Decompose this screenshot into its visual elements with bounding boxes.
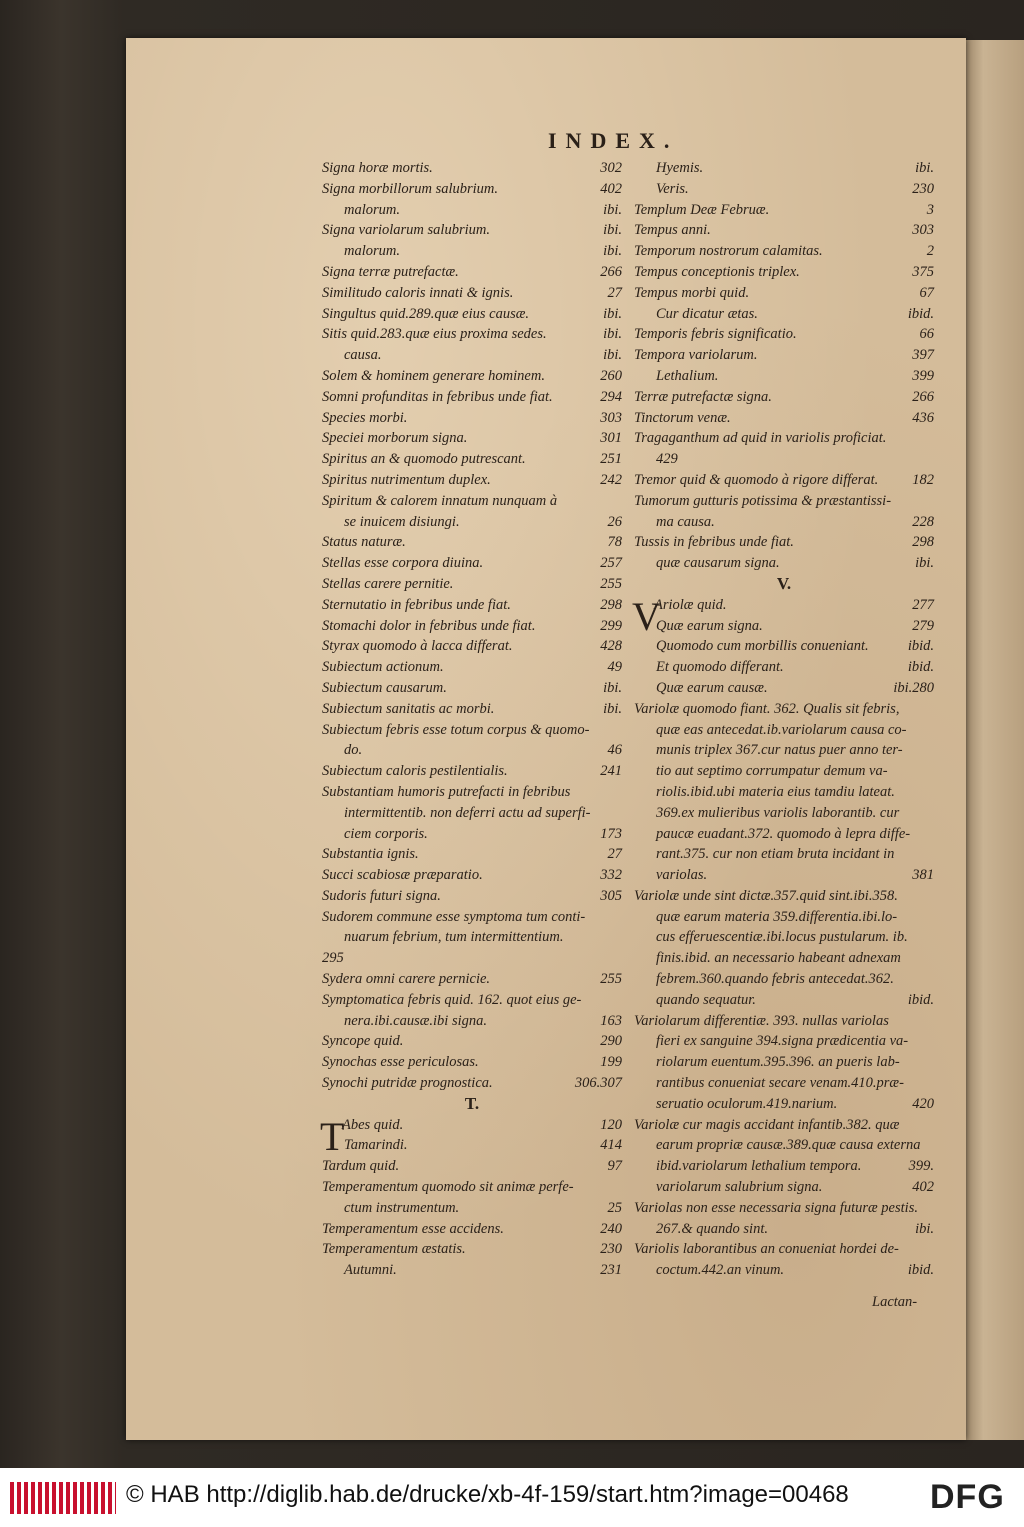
index-entry <box>322 470 622 491</box>
entry-text: Succi scabiosæ præparatio. <box>322 867 483 884</box>
entry-text: Sudorem commune esse symptoma tum conti- <box>322 908 586 925</box>
entry-page-ref: 402 <box>912 1179 934 1196</box>
index-entry <box>322 220 622 241</box>
entry-text: Singultus quid.289.quæ eius causæ. <box>322 305 530 322</box>
entry-text: Variolis laborantibus an conueniat hordei de- <box>634 1241 899 1258</box>
entry-text: Variolarum differentiæ. 393. nullas variolas <box>634 1012 889 1029</box>
index-entry <box>634 1198 934 1219</box>
index-entry <box>634 532 934 553</box>
drop-cap: V <box>632 593 661 639</box>
index-entry <box>322 491 622 512</box>
entry-page-ref: 436 <box>912 409 934 426</box>
index-entry <box>322 179 622 200</box>
index-entry <box>322 948 622 969</box>
entry-text: Temperamentum æstatis. <box>322 1241 466 1258</box>
index-entry <box>634 865 934 886</box>
entry-page-ref: 27 <box>607 284 622 301</box>
entry-page-ref: 255 <box>600 575 622 592</box>
index-entry <box>634 345 934 366</box>
hab-logo-icon <box>10 1482 116 1514</box>
entry-text: Speciei morborum signa. <box>322 430 468 447</box>
entry-text: Signa morbillorum salubrium. <box>322 180 499 197</box>
index-entry <box>634 283 934 304</box>
index-entry <box>634 844 934 865</box>
index-entry <box>322 304 622 325</box>
index-entry <box>322 616 622 637</box>
entry-page-ref: 67 <box>919 284 934 301</box>
index-entry <box>634 1073 934 1094</box>
entry-text: Temporis febris significatio. <box>634 326 797 343</box>
entry-page-ref: ibi. <box>915 1220 934 1237</box>
entry-text: Tinctorum venæ. <box>634 409 731 426</box>
entry-page-ref: 381 <box>912 867 934 884</box>
entry-text: Templum Deæ Februæ. <box>634 201 770 218</box>
entry-text: earum propriæ causæ.389.quæ causa externa <box>656 1137 921 1154</box>
index-entry <box>322 408 622 429</box>
entry-page-ref: 375 <box>912 263 934 280</box>
entry-text: Status naturæ. <box>322 534 406 551</box>
entry-page-ref: 298 <box>600 596 622 613</box>
entry-page-ref: ibid. <box>907 638 934 655</box>
entry-text: variolarum salubrium signa. <box>656 1179 823 1196</box>
index-entry <box>634 948 934 969</box>
entry-page-ref: 279 <box>912 617 934 634</box>
entry-page-ref: ibi. <box>915 160 934 176</box>
entry-page-ref: 78 <box>607 534 622 551</box>
index-entry <box>322 782 622 803</box>
entry-text: Sternutatio in febribus unde fiat. <box>322 596 511 613</box>
index-entry <box>634 990 934 1011</box>
entry-text: Spiritus an & quomodo putrescant. <box>322 451 526 468</box>
entry-text: Temperamentum quomodo sit animæ perfe- <box>322 1179 574 1196</box>
index-entry <box>322 907 622 928</box>
entry-text: Variolas non esse necessaria signa futuræ pestis. <box>634 1199 918 1216</box>
entry-text: Symptomatica febris quid. 162. quot eius ge- <box>322 991 582 1008</box>
entry-page-ref: 428 <box>600 638 622 655</box>
entry-text: cus efferuescentiæ.ibi.locus pustularum. ib. <box>656 929 908 946</box>
entry-page-ref: 303 <box>912 222 934 239</box>
entry-text: ma causa. <box>656 513 715 530</box>
entry-text: Syncope quid. <box>322 1033 404 1050</box>
index-entry <box>322 262 622 283</box>
index-entry <box>322 699 622 720</box>
entry-text: seruatio oculorum.419.narium. <box>656 1095 838 1112</box>
entry-text: Tempus anni. <box>634 222 711 239</box>
entry-page-ref: 266 <box>600 263 622 280</box>
entry-text: malorum. <box>344 243 400 260</box>
index-entry <box>322 678 622 699</box>
entry-text: riolarum euentum.395.396. an pueris lab- <box>656 1054 900 1071</box>
entry-page-ref: 230 <box>600 1241 622 1258</box>
entry-page-ref: 303 <box>600 409 622 426</box>
entry-text: Autumni. <box>344 1262 397 1279</box>
index-column-left <box>322 158 622 1281</box>
entry-page-ref: 298 <box>912 534 934 551</box>
index-entry <box>322 595 622 616</box>
entry-page-ref: ibi. <box>603 679 622 696</box>
adjacent-page-edge <box>966 40 1024 1440</box>
entry-text: Temperamentum esse accidens. <box>322 1220 504 1237</box>
entry-text: quæ causarum signa. <box>656 555 780 572</box>
section-letter: T. <box>464 1093 480 1113</box>
entry-page-ref: 26 <box>607 513 622 530</box>
index-entry <box>634 179 934 200</box>
index-entry <box>322 283 622 304</box>
entry-text: Tamarindi. <box>344 1137 408 1154</box>
index-entry <box>322 1239 622 1260</box>
index-entry <box>634 200 934 221</box>
index-entry <box>322 345 622 366</box>
entry-page-ref: ibid. <box>907 991 934 1008</box>
index-entry <box>634 720 934 741</box>
index-entry <box>634 470 934 491</box>
index-entry <box>634 1177 934 1198</box>
entry-text: 429 <box>656 451 678 468</box>
entry-text: Ariolæ quid. <box>654 596 727 613</box>
index-entry <box>634 657 934 678</box>
entry-text: Substantia ignis. <box>322 846 419 863</box>
index-entry <box>634 1219 934 1240</box>
index-entry <box>322 324 622 345</box>
entry-text: Substantiam humoris putrefacti in febribus <box>322 783 571 800</box>
entry-page-ref: ibi. <box>603 305 622 322</box>
index-entry <box>322 740 622 761</box>
entry-text: se inuicem disiungi. <box>344 513 460 530</box>
index-entry <box>322 387 622 408</box>
index-entry <box>634 1115 934 1136</box>
entry-page-ref: 2 <box>926 243 934 260</box>
index-entry <box>634 324 934 345</box>
index-entry <box>322 532 622 553</box>
entry-page-ref: 66 <box>919 326 934 343</box>
entry-page-ref: 294 <box>600 388 622 405</box>
index-entry <box>634 449 934 470</box>
entry-page-ref: 399. <box>908 1158 934 1175</box>
index-entry <box>634 553 934 574</box>
entry-text: Cur dicatur ætas. <box>656 305 758 322</box>
entry-text: Similitudo caloris innati & ignis. <box>322 284 514 301</box>
entry-text: paucæ euadant.372. quomodo à lepra diffe- <box>656 825 911 842</box>
index-entry <box>634 491 934 512</box>
index-entry <box>322 927 622 948</box>
entry-text: Tempus morbi quid. <box>634 284 750 301</box>
entry-page-ref: 251 <box>600 451 622 468</box>
index-entry <box>322 886 622 907</box>
entry-page-ref: ibi. <box>603 243 622 260</box>
entry-page-ref: 46 <box>607 742 622 759</box>
index-entry <box>322 574 622 595</box>
index-entry <box>634 824 934 845</box>
index-entry <box>322 720 622 741</box>
entry-page-ref: 241 <box>600 763 622 780</box>
index-entry <box>322 241 622 262</box>
index-entry <box>322 428 622 449</box>
entry-text: Tempus conceptionis triplex. <box>634 263 800 280</box>
entry-text: Stellas esse corpora diuina. <box>322 555 484 572</box>
index-entry <box>322 824 622 845</box>
entry-page-ref: 97 <box>607 1158 622 1175</box>
entry-text: ctum instrumentum. <box>344 1199 460 1216</box>
entry-text: fieri ex sanguine 394.signa prædicentia va- <box>656 1033 909 1050</box>
entry-text: Spiritus nutrimentum duplex. <box>322 471 491 488</box>
index-entry <box>634 699 934 720</box>
entry-page-ref: 414 <box>600 1137 622 1154</box>
entry-page-ref: 27 <box>607 846 622 863</box>
index-entry <box>322 200 622 221</box>
entry-page-ref: 332 <box>600 867 622 884</box>
entry-page-ref: 199 <box>600 1054 622 1071</box>
index-entry <box>322 1198 622 1219</box>
entry-page-ref: 230 <box>912 180 934 197</box>
index-column-right <box>634 158 934 1281</box>
entry-text: Sitis quid.283.quæ eius proxima sedes. <box>322 326 547 343</box>
entry-text: Styrax quomodo à lacca differat. <box>322 638 513 655</box>
index-entry <box>322 512 622 533</box>
index-entry <box>322 761 622 782</box>
entry-text: variolas. <box>656 867 708 884</box>
entry-page-ref: 173 <box>600 825 622 842</box>
index-entry <box>634 428 934 449</box>
index-entry <box>634 366 934 387</box>
index-entry <box>634 1156 934 1177</box>
index-entry <box>322 969 622 990</box>
entry-page-ref: ibi. <box>603 326 622 343</box>
index-entry <box>634 304 934 325</box>
index-entry <box>634 158 934 179</box>
index-entry <box>634 782 934 803</box>
entry-page-ref: 49 <box>607 659 622 676</box>
index-entry <box>634 1052 934 1073</box>
index-entry <box>322 1135 622 1156</box>
index-entry <box>322 158 622 179</box>
entry-text: 295 <box>322 950 344 967</box>
entry-text: finis.ibid. an necessario habeant adnexam <box>656 950 901 967</box>
entry-page-ref: 257 <box>600 555 622 572</box>
entry-text: Et quomodo differant. <box>656 659 784 676</box>
entry-text: Tempora variolarum. <box>634 347 758 364</box>
entry-page-ref: 397 <box>912 347 934 364</box>
entry-text: tio aut septimo corrumpatur demum va- <box>656 763 888 780</box>
entry-text: ibid.variolarum lethalium tempora. <box>656 1158 862 1175</box>
entry-text: Veris. <box>656 180 689 197</box>
index-entry <box>634 678 934 699</box>
entry-text: 267.& quando sint. <box>656 1220 768 1237</box>
index-entry <box>322 990 622 1011</box>
entry-text: quæ eas antecedat.ib.variolarum causa co- <box>656 721 907 738</box>
index-entry <box>322 1156 622 1177</box>
entry-text: Sudoris futuri signa. <box>322 887 441 904</box>
index-entry <box>634 387 934 408</box>
index-entry <box>634 1011 934 1032</box>
entry-text: rant.375. cur non etiam bruta incidant in <box>656 846 895 863</box>
entry-text: Tumorum gutturis potissima & præstantissi- <box>634 492 892 509</box>
entry-text: quando sequatur. <box>656 991 756 1008</box>
index-entry <box>322 844 622 865</box>
entry-text: intermittentib. non deferri actu ad superfi- <box>344 804 591 821</box>
entry-page-ref: 255 <box>600 971 622 988</box>
entry-text: Signa terræ putrefactæ. <box>322 263 459 280</box>
entry-text: Sydera omni carere pernicie. <box>322 971 491 988</box>
entry-page-ref: 299 <box>600 617 622 634</box>
entry-page-ref: 399 <box>912 367 934 384</box>
entry-text: quæ earum materia 359.differentia.ibi.lo- <box>656 908 898 925</box>
entry-text: malorum. <box>344 201 400 218</box>
index-entry <box>634 241 934 262</box>
index-entry <box>634 927 934 948</box>
entry-page-ref: 242 <box>600 471 622 488</box>
index-entry <box>634 886 934 907</box>
entry-page-ref: 305 <box>600 887 622 904</box>
entry-text: Tragaganthum ad quid in variolis proficiat. <box>634 430 887 447</box>
entry-text: Subiectum sanitatis ac morbi. <box>322 700 495 717</box>
index-entry <box>322 1011 622 1032</box>
catchword: Lactan- <box>872 1294 918 1310</box>
index-entry <box>322 1219 622 1240</box>
index-entry <box>634 1135 934 1156</box>
entry-page-ref: ibid. <box>907 305 934 322</box>
entry-page-ref: 260 <box>600 367 622 384</box>
entry-text: Stomachi dolor in febribus unde fiat. <box>322 617 536 634</box>
entry-text: rantibus conueniat secare venam.410.præ- <box>656 1075 904 1092</box>
entry-page-ref: 25 <box>607 1199 622 1216</box>
index-entry <box>322 803 622 824</box>
index-entry <box>634 1094 934 1115</box>
entry-text: Terræ putrefactæ signa. <box>634 388 772 405</box>
entry-text: febrem.360.quando febris antecedat.362. <box>656 971 894 988</box>
index-entry <box>322 1177 622 1198</box>
entry-page-ref: ibi. <box>603 347 622 364</box>
entry-text: Somni profunditas in febribus unde fiat. <box>322 388 553 405</box>
entry-page-ref: 231 <box>600 1262 622 1279</box>
section-letter: V. <box>776 573 792 593</box>
entry-text: Quæ earum signa. <box>656 617 763 634</box>
entry-text: Tardum quid. <box>322 1158 400 1175</box>
entry-page-ref: 120 <box>600 1116 622 1133</box>
index-entry <box>634 1239 934 1260</box>
footer-url-text[interactable]: © HAB http://diglib.hab.de/drucke/xb-4f-159/start.htm?image=00468 <box>126 1481 849 1508</box>
entry-text: nera.ibi.causæ.ibi signa. <box>344 1012 487 1029</box>
index-entry <box>322 366 622 387</box>
entry-text: Solem & hominem generare hominem. <box>322 367 545 384</box>
entry-text: Variolæ cur magis accidant infantib.382. quæ <box>634 1116 900 1133</box>
entry-text: do. <box>344 742 363 759</box>
entry-text: Tremor quid & quomodo à rigore differat. <box>634 471 879 488</box>
index-entry <box>322 553 622 574</box>
entry-text: Spiritum & calorem innatum nunquam à <box>322 492 558 509</box>
entry-text: ciem corporis. <box>344 825 428 842</box>
index-entry <box>634 262 934 283</box>
entry-text: coctum.442.an vinum. <box>656 1262 785 1279</box>
entry-page-ref: ibi. <box>603 201 622 218</box>
index-entry <box>634 803 934 824</box>
index-entry <box>634 907 934 928</box>
entry-text: Lethalium. <box>656 367 719 384</box>
entry-text: Subiectum causarum. <box>322 679 447 696</box>
index-entry <box>634 636 934 657</box>
entry-page-ref: ibi.280 <box>893 679 934 696</box>
index-entry <box>634 616 934 637</box>
entry-text: causa. <box>344 347 382 364</box>
entry-text: Quæ earum causæ. <box>656 679 768 696</box>
index-entry <box>634 761 934 782</box>
index-entry <box>634 512 934 533</box>
index-entry <box>322 1073 622 1094</box>
entry-page-ref: 228 <box>912 513 934 530</box>
entry-page-ref: 240 <box>600 1220 622 1237</box>
entry-text: Subiectum actionum. <box>322 659 444 676</box>
entry-page-ref: ibi. <box>603 700 622 717</box>
index-entry <box>322 1260 622 1281</box>
entry-text: Variolæ unde sint dictæ.357.quid sint.ibi.358. <box>634 887 898 904</box>
entry-page-ref: ibid. <box>907 659 934 676</box>
index-entry <box>634 1031 934 1052</box>
entry-text: Abes quid. <box>342 1116 404 1133</box>
entry-text: munis triplex 367.cur natus puer anno ter- <box>656 742 903 759</box>
entry-page-ref: ibid. <box>907 1262 934 1279</box>
entry-page-ref: 163 <box>600 1012 622 1029</box>
entry-text: Hyemis. <box>656 160 704 176</box>
entry-text: Subiectum caloris pestilentialis. <box>322 763 508 780</box>
index-entry <box>322 865 622 886</box>
index-entry <box>322 657 622 678</box>
index-entry <box>322 449 622 470</box>
entry-text: Signa horæ mortis. <box>322 160 433 176</box>
entry-text: Signa variolarum salubrium. <box>322 222 490 239</box>
entry-page-ref: 301 <box>600 430 622 447</box>
entry-text: Subiectum febris esse totum corpus & quomo- <box>322 721 590 738</box>
index-entry <box>634 1260 934 1281</box>
entry-page-ref: 306.307 <box>574 1075 622 1092</box>
index-entry <box>634 740 934 761</box>
dfg-logo: DFG <box>930 1478 1005 1516</box>
entry-page-ref: 277 <box>912 596 934 613</box>
entry-page-ref: ibi. <box>915 555 934 572</box>
entry-text: 369.ex mulieribus variolis laborantib. cur <box>656 804 900 821</box>
entry-page-ref: 3 <box>926 201 934 218</box>
entry-text: Species morbi. <box>322 409 408 426</box>
entry-page-ref: 420 <box>912 1095 934 1112</box>
index-entry <box>322 1031 622 1052</box>
entry-text: Variolæ quomodo fiant. 362. Qualis sit febris, <box>634 700 900 717</box>
entry-page-ref: ibi. <box>603 222 622 239</box>
footer-bar <box>0 1468 1024 1527</box>
index-entry <box>634 969 934 990</box>
entry-text: Stellas carere pernitie. <box>322 575 454 592</box>
index-entry <box>634 408 934 429</box>
entry-text: Temporum nostrorum calamitas. <box>634 243 823 260</box>
entry-page-ref: 402 <box>600 180 622 197</box>
drop-cap: T <box>320 1113 345 1159</box>
entry-text: nuarum febrium, tum intermittentium. <box>344 929 564 946</box>
index-entry <box>634 220 934 241</box>
entry-text: Synochas esse periculosas. <box>322 1054 479 1071</box>
entry-text: Tussis in febribus unde fiat. <box>634 534 794 551</box>
entry-page-ref: 290 <box>600 1033 622 1050</box>
running-head: INDEX. <box>548 128 679 153</box>
index-entry <box>322 636 622 657</box>
entry-text: riolis.ibid.ubi materia eius tamdiu lateat. <box>656 783 895 800</box>
entry-page-ref: 182 <box>912 471 934 488</box>
index-entry <box>322 1052 622 1073</box>
entry-page-ref: 302 <box>600 160 622 176</box>
entry-page-ref: 266 <box>912 388 934 405</box>
entry-text: Synochi putridæ prognostica. <box>322 1075 493 1092</box>
entry-text: Quomodo cum morbillis conueniant. <box>656 638 869 655</box>
